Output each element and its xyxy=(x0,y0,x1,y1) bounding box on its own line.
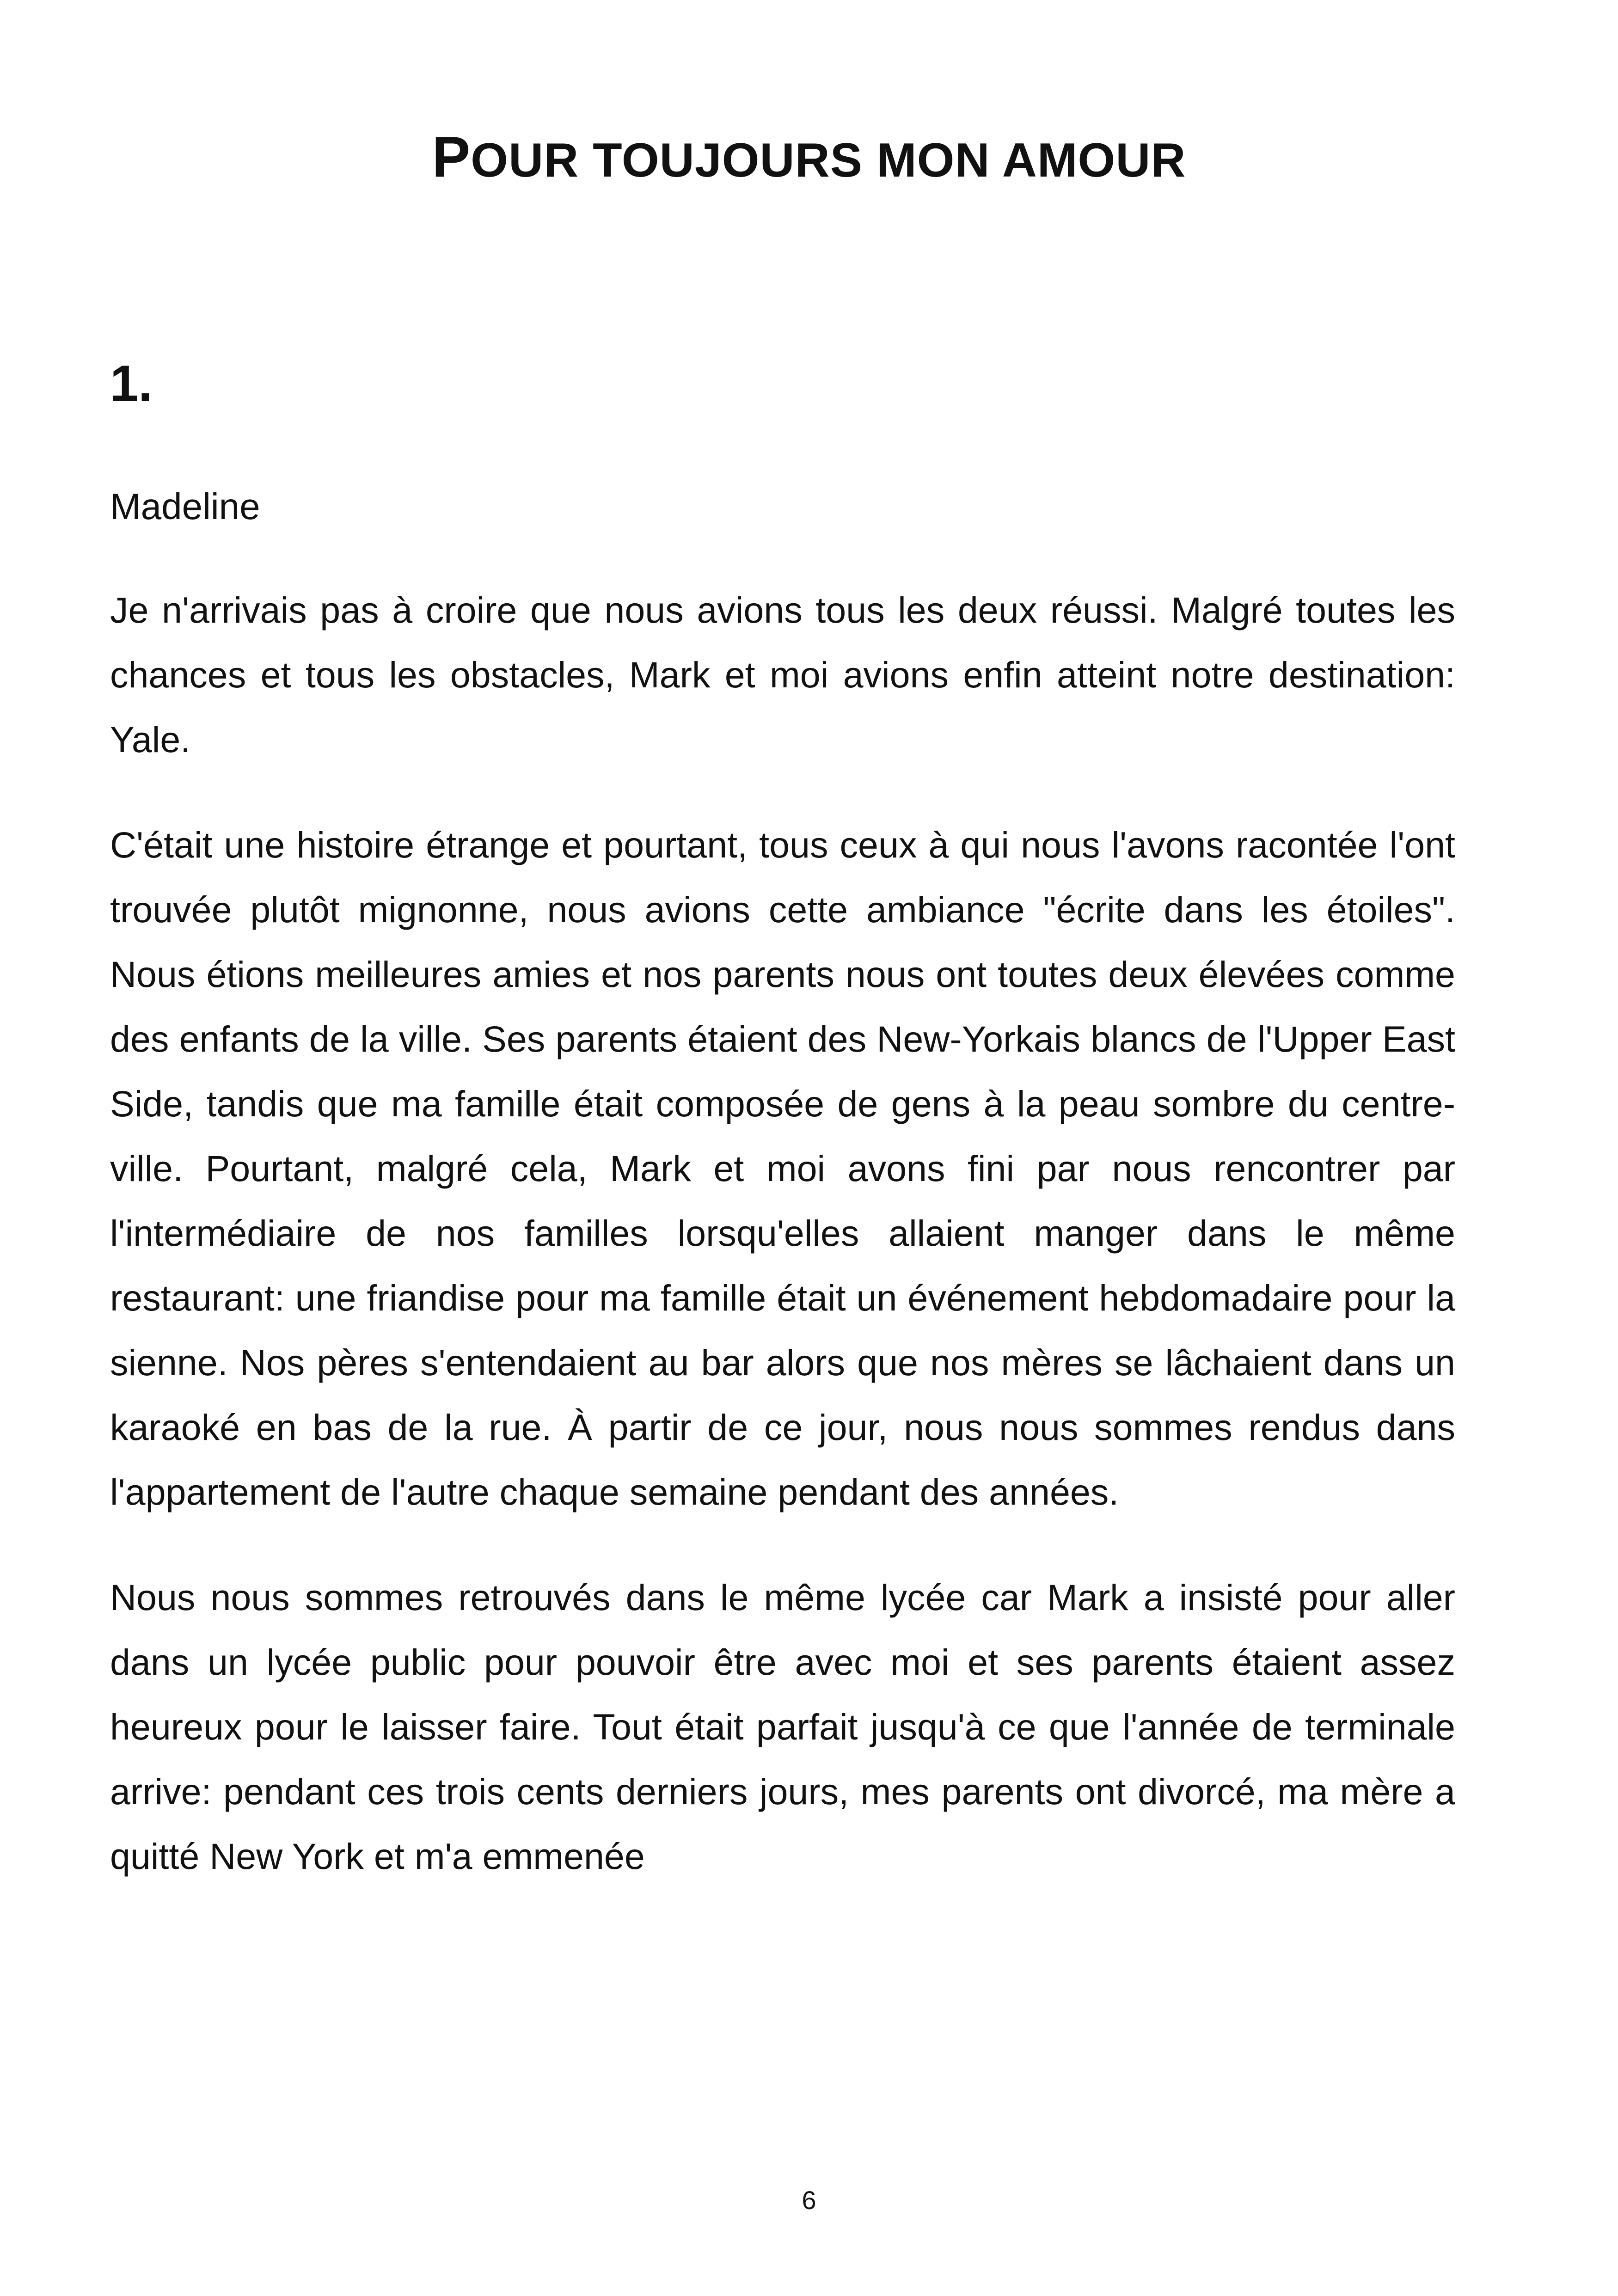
chapter-number: 1. xyxy=(110,355,153,412)
body-text xyxy=(110,578,1455,1929)
paragraph-3: Nous nous sommes retrouvés dans le même lycée car Mark a insisté pour aller dans un lycée public pour pouvoir être avec moi et ses parents étaient assez heureux pour le laisser faire. Tout était parfait jusqu'à ce que l'année de terminale arrive: pendant ces trois cents derniers jours, mes parents ont divorcé, ma mère a quitté New York et m'a emmenée xyxy=(110,1577,1455,1877)
book-title-initial: P xyxy=(432,125,471,189)
narrator-name: Madeline xyxy=(110,486,260,527)
paragraph-2: C'était une histoire étrange et pourtant, tous ceux à qui nous l'avons racontée l'ont trouvée plutôt mignonne, nous avions cette ambiance "écrite dans les étoiles". Nous étions meilleures amies et nos parents nous ont toutes deux élevées comme des enfants de la ville. Ses parents étaient des New-Yorkais blancs de l'Upper East Side, tandis que ma famille était composée de gens à la peau sombre du centre-ville. Pourtant, malgré cela, Mark et moi avons fini par nous rencontrer par l'intermédiaire de nos familles lorsqu'elles allaient manger dans le même restaurant: une friandise pour ma famille était un événement hebdomadaire pour la sienne. Nos pères s'entendaient au bar alors que nos mères se lâchaient dans un karaoké en bas de la rue. À partir de ce jour, nous nous sommes rendus dans l'appartement de l'autre chaque semaine pendant des années. xyxy=(110,824,1455,1512)
page-number: 6 xyxy=(802,2186,816,2215)
book-title xyxy=(0,125,1618,193)
book-title-rest: OUR TOUJOURS MON AMOUR xyxy=(471,134,1186,187)
paragraph-1: Je n'arrivais pas à croire que nous avions tous les deux réussi. Malgré toutes les chances et tous les obstacles, Mark et moi avions enfin atteint notre destination: Yale. xyxy=(110,589,1455,760)
